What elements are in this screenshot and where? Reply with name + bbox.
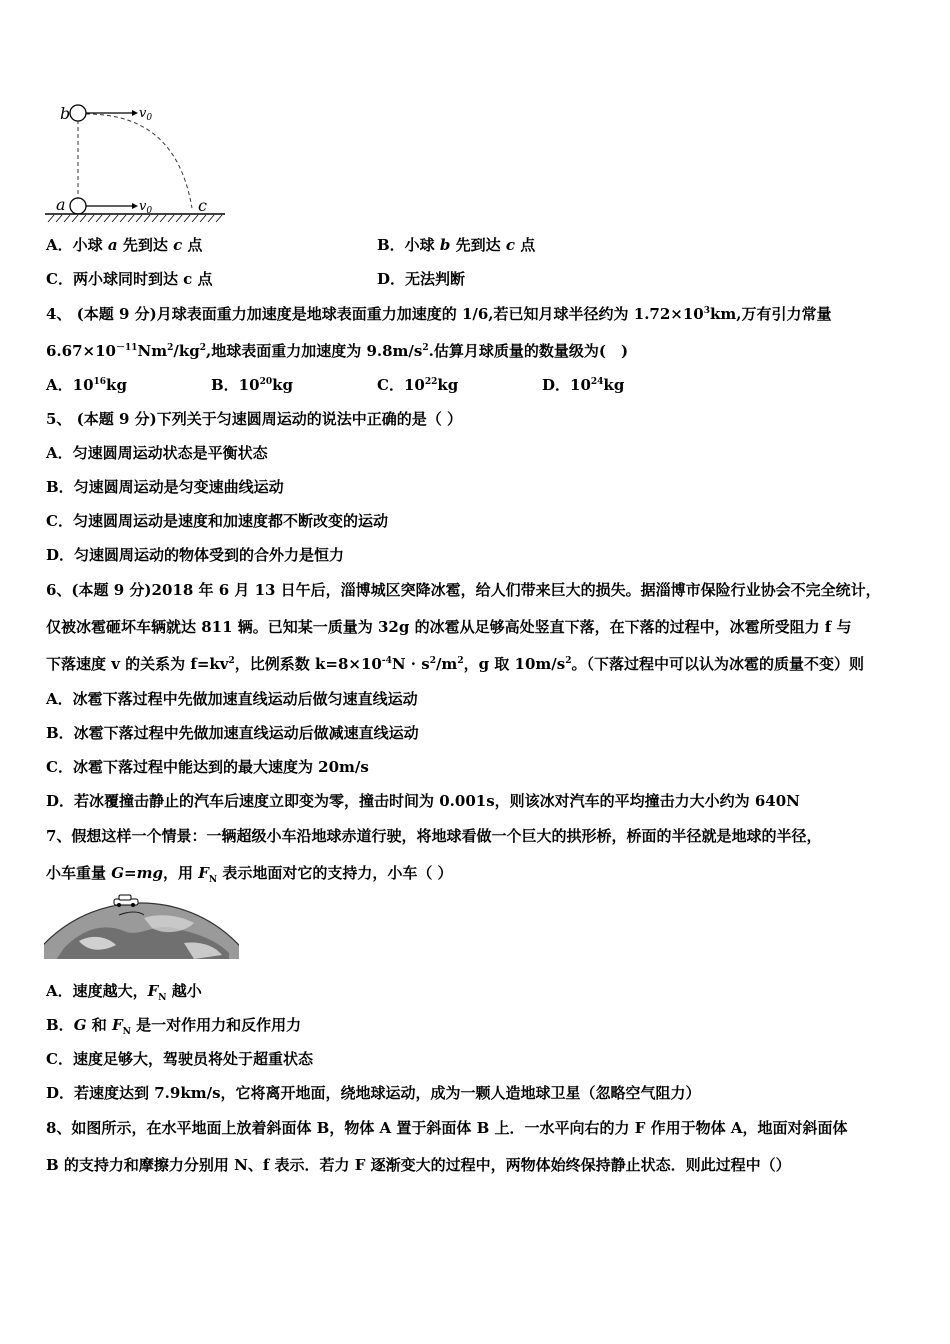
q7-option-c[interactable]: C．速度足够大，驾驶员将处于超重状态 — [46, 1050, 313, 1068]
earth-car-figure — [44, 893, 239, 963]
q4-option-a[interactable]: A．$10^{16}kg$ — [46, 376, 127, 394]
q3-option-a[interactable]: A．小球 a 先到达 c 点 — [46, 236, 203, 254]
label-v0-bottom: $v_0$ — [139, 199, 153, 216]
car-icon — [114, 895, 138, 907]
q6-stem-line2: 仅被冰雹砸坏车辆就达 811 辆。已知某一质量为 32g 的冰雹从足够高处竖直下落，在下落的过程中，冰雹所受阻力 f 与 — [46, 618, 852, 636]
q5-option-c[interactable]: C．匀速圆周运动是速度和加速度都不断改变的运动 — [46, 512, 388, 530]
q7-option-d[interactable]: D．若速度达到 7.9km/s，它将离开地面，绕地球运动，成为一颗人造地球卫星（忽略空气阻力） — [46, 1084, 701, 1102]
q4-option-d[interactable]: D．$10^{24}kg$ — [542, 376, 625, 394]
q8-stem-line2: B 的支持力和摩擦力分别用 N、f 表示．若力 F 逐渐变大的过程中，两物体始终保持静止状态．则此过程中（） — [46, 1156, 791, 1174]
q7-stem-line2: 小车重量 G=mg，用 $F_N$ 表示地面对它的支持力，小车（ ） — [46, 864, 453, 885]
q4-option-b[interactable]: B．$10^{20}kg$ — [211, 376, 293, 394]
q7-option-b[interactable]: B．G 和 $F_N$ 是一对作用力和反作用力 — [46, 1016, 302, 1037]
q4-option-c[interactable]: C．$10^{22}kg$ — [377, 376, 459, 394]
label-a: a — [56, 195, 66, 214]
label-v0-top: $v_0$ — [139, 106, 153, 123]
ball-b — [70, 105, 86, 121]
label-b: b — [60, 104, 71, 123]
ground-hatching — [48, 215, 222, 222]
q6-option-b[interactable]: B．冰雹下落过程中先做加速直线运动后做减速直线运动 — [46, 724, 419, 742]
q6-stem-line1: 6、(本题 9 分)2018 年 6 月 13 日午后，淄博城区突降冰雹，给人们带来巨大的损失。据淄博市保险行业协会不完全统计， — [46, 581, 881, 599]
q7-stem-line1: 7、假想这样一个情景：一辆超级小车沿地球赤道行驶，将地球看做一个巨大的拱形桥，桥面的半径就是地球的半径， — [46, 827, 822, 845]
q6-stem-line3: 下落速度 v 的关系为 $f=kv^2$，比例系数 $k=8\times 10^{-4}N \cdot s^2/m^2$，g 取 $10m/s^2$。（下落过程中可以认为冰雹的质量不变）则 — [46, 655, 864, 673]
q4-stem-line1: 4、 (本题 9 分)月球表面重力加速度是地球表面重力加速度的 1/6,若已知月球半径约为 $1.72\times 10^3km$,万有引力常量 — [46, 305, 832, 323]
trajectory-curve — [86, 114, 192, 208]
q3-option-d[interactable]: D．无法判断 — [377, 270, 466, 288]
q6-option-c[interactable]: C．冰雹下落过程中能达到的最大速度为 20m/s — [46, 758, 369, 776]
q5-stem: 5、 (本题 9 分)下列关于匀速圆周运动的说法中正确的是（ ） — [46, 410, 462, 428]
q7-option-a[interactable]: A．速度越大，$F_N$ 越小 — [46, 982, 202, 1003]
q6-option-d[interactable]: D．若冰覆撞击静止的汽车后速度立即变为零，撞击时间为 0.001s，则该冰对汽车的平均撞击力大小约为 640N — [46, 792, 800, 810]
q8-stem-line1: 8、如图所示，在水平地面上放着斜面体 B，物体 A 置于斜面体 B 上．一水平向右的力 F 作用于物体 A，地面对斜面体 — [46, 1119, 848, 1137]
arrow-head-icon — [132, 203, 138, 209]
ball-a — [70, 198, 86, 214]
projectile-diagram — [40, 98, 235, 228]
q3-option-b[interactable]: B．小球 b 先到达 c 点 — [377, 236, 536, 254]
q4-stem-line2: $6.67\times 10^{-11}Nm^2/kg^2$,地球表面重力加速度为 $9.8m/s^2$.估算月球质量的数量级为( ) — [46, 342, 629, 360]
q5-option-d[interactable]: D．匀速圆周运动的物体受到的合外力是恒力 — [46, 546, 345, 564]
q3-option-c[interactable]: C．两小球同时到达 c 点 — [46, 270, 213, 288]
q5-option-b[interactable]: B．匀速圆周运动是匀变速曲线运动 — [46, 478, 284, 496]
q6-option-a[interactable]: A．冰雹下落过程中先做加速直线运动后做匀速直线运动 — [46, 690, 418, 708]
label-c: c — [198, 196, 207, 215]
arrow-head-icon — [132, 110, 138, 116]
q5-option-a[interactable]: A．匀速圆周运动状态是平衡状态 — [46, 444, 268, 462]
